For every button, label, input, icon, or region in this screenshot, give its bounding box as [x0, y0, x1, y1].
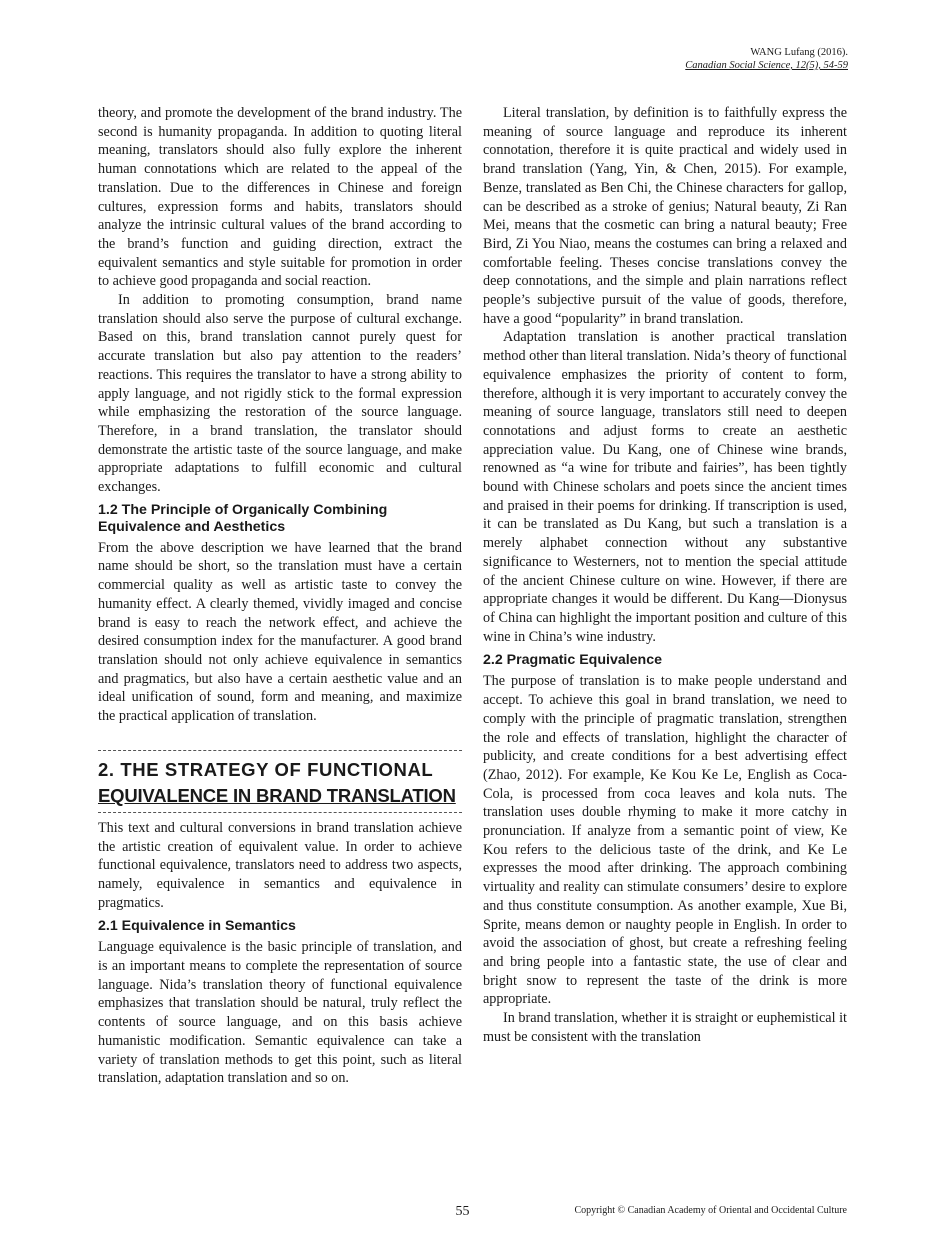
- subsection-heading-2-2: 2.2 Pragmatic Equivalence: [483, 652, 663, 669]
- paragraph: This text and cultural conversions in brand translation achieve the artistic creation of equivalent value. In order to achieve functional equivalence, translators need to address two aspects, namely, equivalence in semantics and equivalence in pragmatics.: [98, 819, 462, 911]
- page-number: 55: [455, 1204, 470, 1219]
- paragraph: In brand translation, whether it is straight or euphemistical it must be consistent with the translation: [483, 1010, 847, 1045]
- section-title-line1: 2. THE STRATEGY OF FUNCTIONAL: [98, 758, 434, 780]
- paragraph: From the above description we have learned that the brand name should be short, so the translation must have a certain commercial quality as well as artistic taste to convey the humanity effect. A clearly themed, vividly imaged and concise brand is easy to reach the network effect, and achieve the desired consumption index for the manufacturer. A good brand translation should not only achieve equivalence in semantics and pragmatics, but also have a certain aesthetic value and an ideal unification of sound, form and meaning, and maximize the practical application of translation.: [98, 539, 462, 725]
- paragraph: In addition to promoting consumption, brand name translation should also serve the purpose of cultural exchange. Based on this, brand translation cannot purely quest for accurate translation but also pay attention to the readers’ reactions. This requires the translator to have a strong ability to apply language, and not rigidly stick to the formal expression while emphasizing the restoration of the source language. Therefore, in a brand translation, the translator should demonstrate the artistic taste of the source language, and make appropriate adaptations to fulfill economic and cultural exchanges.: [98, 292, 462, 496]
- section-heading-2: [98, 750, 462, 813]
- paragraph: Adaptation translation is another practical translation method other than literal translation. Nida’s theory of functional equivalence emphasizes the priority of content to form, therefore, although it is very important to accurately convey the meaning of source language, translators still need to deepen connotations and adjust forms to create an aesthetic appreciation value. Du Kang, one of Chinese wine brands, renowned as “a wine for tribute and fairies”, has been tightly bound with Chinese scholars and poets since the ancient times and praised in their poems for drinking. If transcription is used, it can be translated as Du Kang, but such a translation is a merely alphabet connection without any substantive significance to Westerners, not to mention the special attitude of the ancient Chinese culture on wine. However, if there are appropriate changes it would be different. Du Kang—Dionysus of China can highlight the important position and culture of this wine in China’s wine industry.: [483, 329, 847, 645]
- paragraph: Literal translation, by definition is to faithfully express the meaning of source language and reproduce its inherent connotation, therefore it is quite practical and widely used in brand translation (Yang, Yin, & Chen, 2015). For example, Benze, translated as Ben Chi, the Chinese characters for gallop, can be described as a stroke of genius; Natural beauty, Zi Ran Mei, means that the cosmetic can bring a natural beauty; Free Bird, Zi You Niao, means the costumes can bring a relaxed and comfortable feeling. Theses concise translations convey the deep connotations, and the simple and plain narrations reflect people’s subjective pursuit of the value of goods, therefore, have a good “popularity” in brand translation.: [483, 105, 847, 327]
- section-title: [98, 757, 462, 809]
- left-column: [98, 104, 462, 1088]
- paragraph: Language equivalence is the basic principle of translation, and is an important means to complete the representation of source language. Nida’s translation theory of functional equivalence emphasizes that translation should be natural, truly reflect the contents of source language, and on this basis achieve humanistic modification. Semantic equivalence can take a variety of translation methods to get this point, such as literal translation, adaptation translation and so on.: [98, 939, 462, 1087]
- paragraph: The purpose of translation is to make people understand and accept. To achieve this goal in brand translation, we need to comply with the principle of pragmatic translation, strengthen the role and effects of translation, highlight the character of publicity, and create conditions for a best advertising effect (Zhao, 2012). For example, Ke Kou Ke Le, English as Coca-Cola, is processed from coca leaves and kola nuts. The translation uses double rhyming to make it more catchy in pronunciation. If analyze from a semantic point of view, Ke Kou refers to the delicious taste of the drink, and Ke Le expresses the mood after drinking. The approach combining virtuality and reality can stimulate consumers’ desire to explore and thus constitute consumption. As another example, Xue Bi, Sprite, means demon or naughty people in English. In order to avoid the association of ghost, but create a refreshing feeling and bring people into a fantastic state, the use of clear and bright snow to represent the taste of the drink is more appropriate.: [483, 673, 847, 1008]
- copyright-notice: Copyright © Canadian Academy of Oriental and Occidental Culture: [574, 1205, 847, 1216]
- author-citation: WANG Lufang (2016).: [750, 47, 848, 58]
- journal-citation: Canadian Social Science, 12(5), 54-59: [685, 60, 848, 71]
- section-title-line2: EQUIVALENCE IN BRAND TRANSLATION: [98, 784, 456, 806]
- running-header: [685, 46, 848, 72]
- subsection-heading-1-2: 1.2 The Principle of Organically Combining Equivalence and Aesthetics: [98, 501, 388, 535]
- paragraph: theory, and promote the development of the brand industry. The second is humanity propaganda. In addition to quoting literal meaning, translators should also fully explore the inherent human connotations which are related to the appeal of the translation. Due to the differences in Chinese and foreign cultures, expression forms and habits, translators should analyze the intrinsic cultural values of the brand according to the brand’s function and guiding direction, extract the equivalent semantics and style suitable for promotion in order to achieve good propaganda and social reaction.: [98, 105, 462, 290]
- subsection-heading-2-1: 2.1 Equivalence in Semantics: [98, 918, 296, 935]
- right-column: [483, 104, 847, 1046]
